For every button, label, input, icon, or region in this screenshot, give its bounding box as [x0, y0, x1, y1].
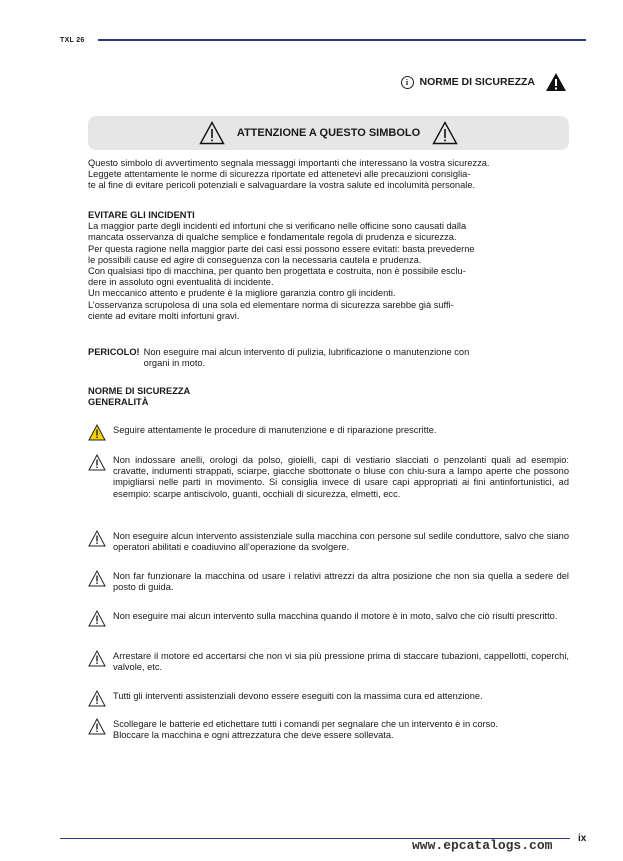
warning-icon	[88, 690, 106, 707]
rule-text: Bloccare la macchina e ogni attrezzatura che deve essere sollevata.	[113, 730, 394, 741]
safety-rule	[88, 531, 569, 553]
rule-text: Non eseguire alcun intervento assistenziale sulla macchina con persone sul sedile conduttore, salvo che siano operatori abilitati e coadiuvino all’operazione da svolgere.	[113, 531, 569, 553]
safety-rule	[88, 691, 569, 707]
incidents-section	[88, 210, 569, 322]
section-heading: NORME DI SICUREZZA	[88, 386, 191, 396]
text-line: Un meccanico attento e prudente è la migliore garanzia contro gli incidenti.	[88, 288, 396, 299]
rule-text: Scollegare le batterie ed etichettare tutti i comandi per segnalare che un intervento è in corso.	[113, 719, 499, 729]
safety-rule	[88, 719, 569, 741]
rules-headings	[88, 386, 569, 408]
warning-icon	[88, 650, 106, 667]
section-header	[401, 72, 568, 92]
rule-text: Non eseguire mai alcun intervento sulla macchina quando il motore è in moto, salvo che ciò risulti prescritto.	[113, 611, 558, 621]
safety-rule	[88, 425, 569, 441]
text-line: Non eseguire mai alcun intervento di pulizia, lubrificazione o manutenzione con	[143, 347, 470, 357]
warning-outline-icon	[199, 121, 225, 145]
safety-rule	[88, 571, 569, 593]
page-number: ix	[578, 833, 587, 844]
warning-filled-icon	[545, 72, 567, 92]
rule-text: Non indossare anelli, orologi da polso, gioielli, capi di vestiario slacciati o penzolanti quali ad esempio: cravatte, indumenti strappati, sciarpe, giacche sbottonate o bluse con chiu-sura a lampo aperte che possono impigliarsi nelle parti in movimento. Si consiglia invece di usare capi appropriati ai fini antinfortunistici, ad esempio: scarpe antiscivolo, guanti, occhiali di sicurezza, elmetti, ecc.	[113, 455, 569, 499]
header-rule	[98, 39, 586, 41]
text-line: le possibili cause ed agire di conseguenza con la necessaria cautela e prudenza.	[88, 254, 422, 265]
rule-text: Arrestare il motore ed accertarsi che non vi sia più pressione prima di staccare tubazioni, cappellotti, coperchi, valvole, etc.	[113, 651, 569, 673]
text-line: Leggete attentamente le norme di sicurezza riportate ed attenetevi alle precauzioni consiglia-	[88, 169, 471, 180]
website-watermark: www.epcatalogs.com	[412, 838, 553, 853]
warning-icon	[88, 454, 106, 471]
text-line: mancata osservanza di qualche semplice e fondamentale regola di prudenza e sicurezza.	[88, 232, 457, 243]
safety-rule	[88, 651, 569, 673]
intro-paragraph	[88, 158, 569, 192]
text-line: te al fine di evitare pericoli potenziali e salvaguardare la vostra salute ed incolumità personale.	[88, 180, 476, 191]
warning-yellow-icon	[88, 424, 106, 441]
rule-text: Non far funzionare la macchina od usare i relativi attrezzi da altra posizione che non sia quella a sedere del posto di guida.	[113, 571, 569, 593]
safety-rule	[88, 611, 569, 627]
section-title: NORME DI SICUREZZA	[419, 76, 535, 88]
text-line: organi in moto.	[143, 358, 206, 369]
rule-text: Tutti gli interventi assistenziali devono essere eseguiti con la massima cura ed attenzione.	[113, 691, 483, 701]
warning-outline-icon	[432, 121, 458, 145]
info-icon: i	[401, 76, 414, 89]
section-heading: EVITARE GLI INCIDENTI	[88, 210, 195, 220]
document-code: TXL 26	[60, 37, 85, 44]
warning-icon	[88, 610, 106, 627]
rule-text: Seguire attentamente le procedure di manutenzione e di riparazione prescritte.	[113, 425, 437, 435]
safety-rule	[88, 455, 569, 500]
danger-note	[88, 347, 569, 369]
banner-title: ATTENZIONE A QUESTO SIMBOLO	[236, 127, 421, 139]
text-line: Con qualsiasi tipo di macchina, per quanto ben progettata e costruita, non è possibile esclu-	[88, 266, 466, 277]
warning-icon	[88, 718, 106, 735]
text-line: dere in assoluto ogni eventualità di incidente.	[88, 277, 274, 288]
warning-icon	[88, 530, 106, 547]
text-line: La maggior parte degli incidenti ed infortuni che si verificano nelle officine sono causati dalla	[88, 221, 467, 232]
text-line: ciente ad evitare molti infortuni gravi.	[88, 310, 240, 321]
danger-label: PERICOLO!	[88, 347, 140, 357]
text-line: Questo simbolo di avvertimento segnala messaggi importanti che interessano la vostra sicurezza.	[88, 158, 490, 168]
text-line: Per questa ragione nella maggior parte dei casi essi possono essere evitati: basta prevederne	[88, 243, 475, 254]
section-subheading: GENERALITÀ	[88, 397, 149, 408]
text-line: L’osservanza scrupolosa di una sola ed elementare norma di sicurezza sarebbe già suffi-	[88, 299, 454, 310]
attention-banner	[88, 116, 569, 150]
warning-icon	[88, 570, 106, 587]
